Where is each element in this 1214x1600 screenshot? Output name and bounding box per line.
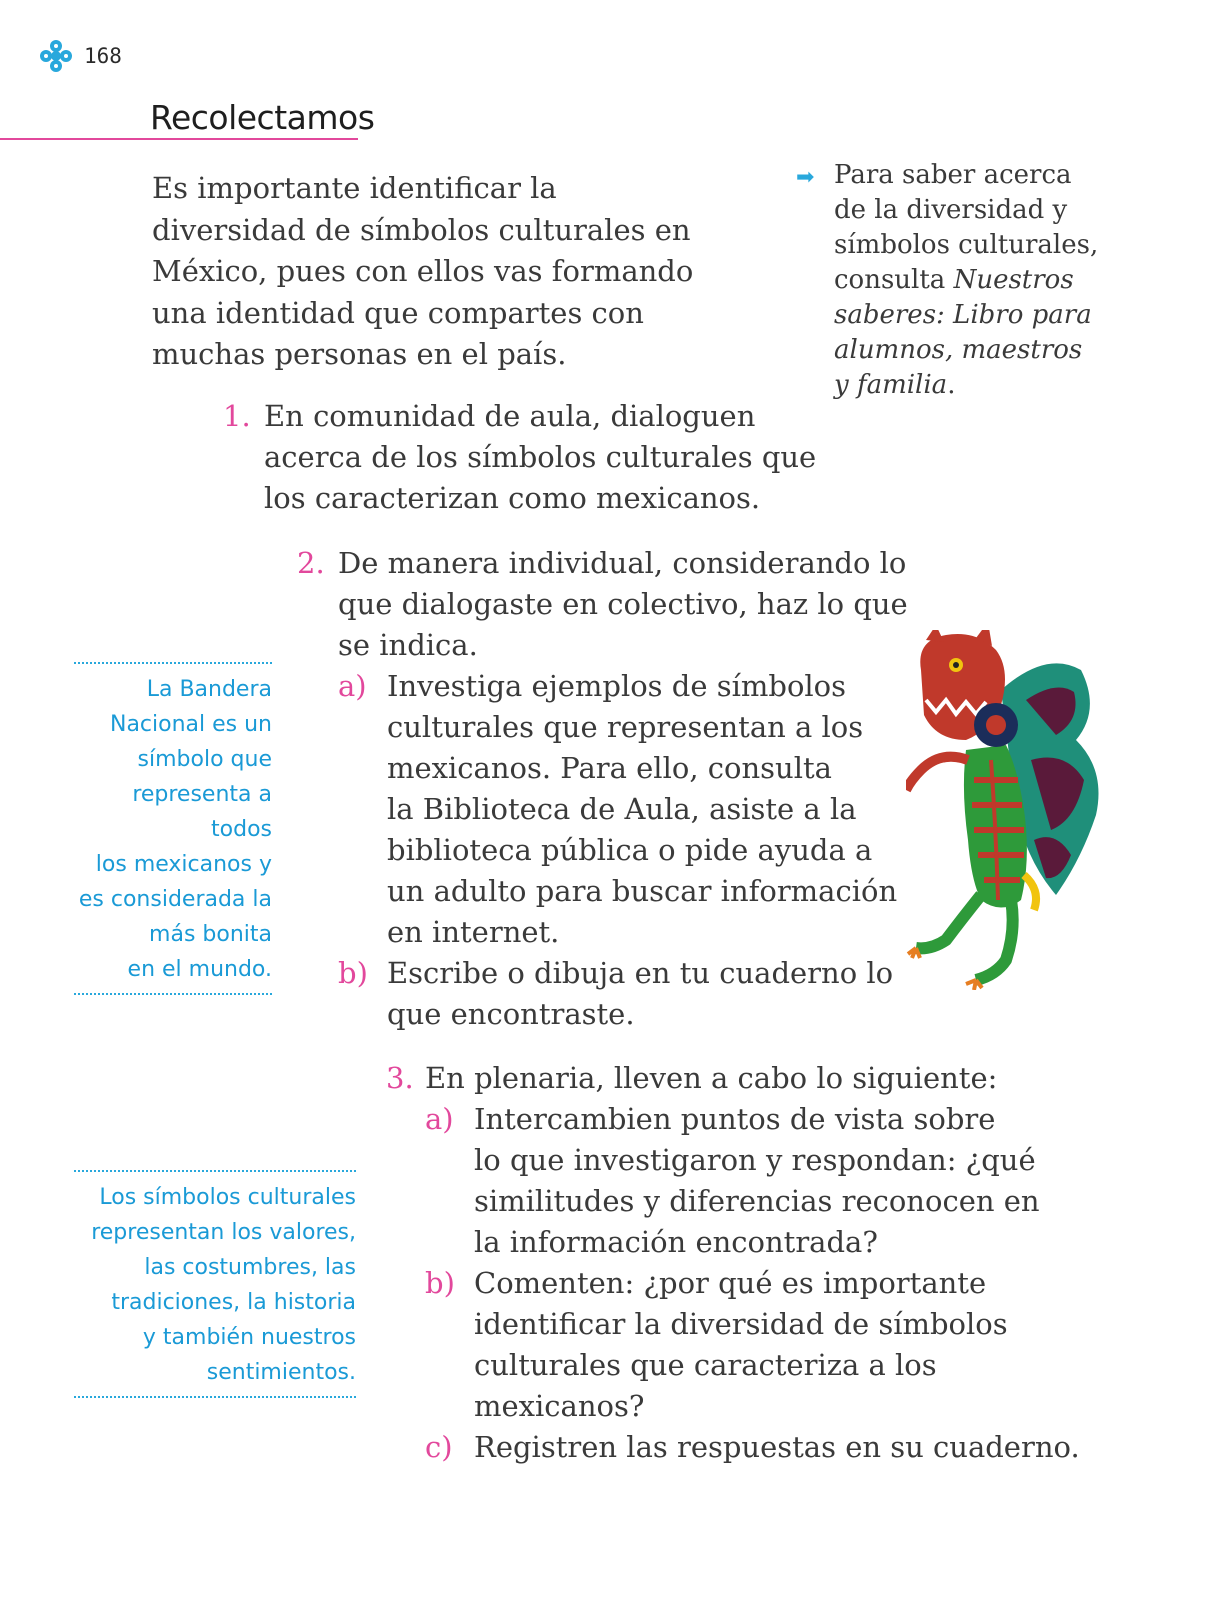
- page-header: [38, 38, 122, 74]
- tip-line: los mexicanos y: [95, 852, 272, 877]
- subitem-letter: b): [338, 956, 368, 990]
- activity-line: En comunidad de aula, dialoguen: [264, 399, 756, 433]
- tip-line: Nacional es un: [109, 712, 272, 737]
- tip-box-symbols: [74, 1170, 356, 1398]
- tip-line: es considerada la: [78, 887, 272, 912]
- tip-line: símbolo que: [137, 747, 272, 772]
- activity-3: [386, 1058, 1106, 1468]
- page-number: 168: [84, 44, 122, 68]
- activity-number: 2.: [297, 546, 325, 580]
- activity-line: acerca de los símbolos culturales que: [264, 440, 817, 474]
- activity-line: se indica.: [338, 628, 478, 662]
- activity-line: En plenaria, lleven a cabo lo siguiente:: [425, 1061, 998, 1095]
- intro-line: muchas personas en el país.: [152, 337, 567, 371]
- intro-line: diversidad de símbolos culturales en: [152, 212, 691, 247]
- subitem-line: lo que investigaron y respondan: ¿qué: [474, 1143, 1036, 1177]
- title-underline: [0, 138, 358, 140]
- tip-line: representa a todos: [132, 782, 272, 842]
- tip-line: sentimientos.: [206, 1360, 356, 1385]
- activity-line: De manera individual, considerando lo: [338, 546, 907, 580]
- subitem-line: biblioteca pública o pide ayuda a: [387, 833, 873, 867]
- subitem-line: culturales que representan a los: [387, 710, 864, 744]
- tip-line: representan los valores,: [91, 1220, 356, 1245]
- subitem-letter: b): [425, 1266, 455, 1300]
- subitem-3c: [425, 1427, 1106, 1468]
- intro-paragraph: [152, 168, 752, 376]
- subitem-3a: [425, 1099, 1106, 1263]
- subitem-line: mexicanos?: [474, 1389, 645, 1423]
- subitem-line: la información encontrada?: [474, 1225, 878, 1259]
- subitem-2b: [338, 953, 937, 1035]
- intro-line: una identidad que compartes con: [152, 295, 644, 330]
- subitem-line: Escribe o dibuja en tu cuaderno lo: [387, 956, 894, 990]
- activity-number: 3.: [386, 1061, 414, 1095]
- subitem-line: la Biblioteca de Aula, asiste a la: [387, 792, 857, 826]
- activity-1: [223, 396, 843, 519]
- reference-note-text: Para saber acerca de la diversidad y símbolos culturales, consulta Nuestros saberes: Libro para alumnos, maestros y familia.: [834, 160, 1099, 400]
- subitem-3b: [425, 1263, 1106, 1427]
- book-title: Nuestros saberes: Libro para alumnos, maestros y familia: [834, 265, 1092, 400]
- subitem-letter: a): [425, 1102, 454, 1136]
- subitem-line: Comenten: ¿por qué es importante: [474, 1266, 987, 1300]
- activity-line: los caracterizan como mexicanos.: [264, 481, 761, 515]
- tip-line: La Bandera: [146, 677, 272, 702]
- subitem-line: identificar la diversidad de símbolos: [474, 1307, 1008, 1341]
- subitem-line: Registren las respuestas en su cuaderno.: [474, 1430, 1080, 1464]
- arrow-right-icon: ➡: [796, 165, 815, 190]
- subitem-line: mexicanos. Para ello, consulta: [387, 751, 832, 785]
- subitem-line: en internet.: [387, 915, 560, 949]
- tip-box-flag: [74, 662, 272, 995]
- subitem-2a: [338, 666, 937, 953]
- subitem-line: similitudes y diferencias reconocen en: [474, 1184, 1040, 1218]
- tip-line: Los símbolos culturales: [99, 1185, 356, 1210]
- subitem-line: un adulto para buscar información: [387, 874, 898, 908]
- subitem-line: Investiga ejemplos de símbolos: [387, 669, 847, 703]
- tip-line: tradiciones, la historia: [111, 1290, 356, 1315]
- subitem-line: que encontraste.: [387, 997, 635, 1031]
- tip-line: y también nuestros: [142, 1325, 356, 1350]
- tip-line: más bonita: [149, 922, 272, 947]
- subitem-line: Intercambien puntos de vista sobre: [474, 1102, 996, 1136]
- tip-line: en el mundo.: [127, 957, 272, 982]
- activity-2: [297, 543, 937, 1035]
- subitem-line: culturales que caracteriza a los: [474, 1348, 937, 1382]
- subitem-letter: c): [425, 1430, 453, 1464]
- tip-line: las costumbres, las: [144, 1255, 356, 1280]
- flower-icon: [38, 38, 74, 74]
- activity-number: 1.: [223, 399, 251, 433]
- subitem-letter: a): [338, 669, 367, 703]
- intro-line: México, pues con ellos vas formando: [152, 254, 694, 288]
- intro-line: Es importante identificar la: [152, 171, 557, 205]
- reference-note: [796, 158, 1100, 403]
- activity-line: que dialogaste en colectivo, haz lo que: [338, 587, 908, 621]
- alebrije-illustration: [906, 630, 1106, 990]
- section-title: Recolectamos: [150, 98, 375, 137]
